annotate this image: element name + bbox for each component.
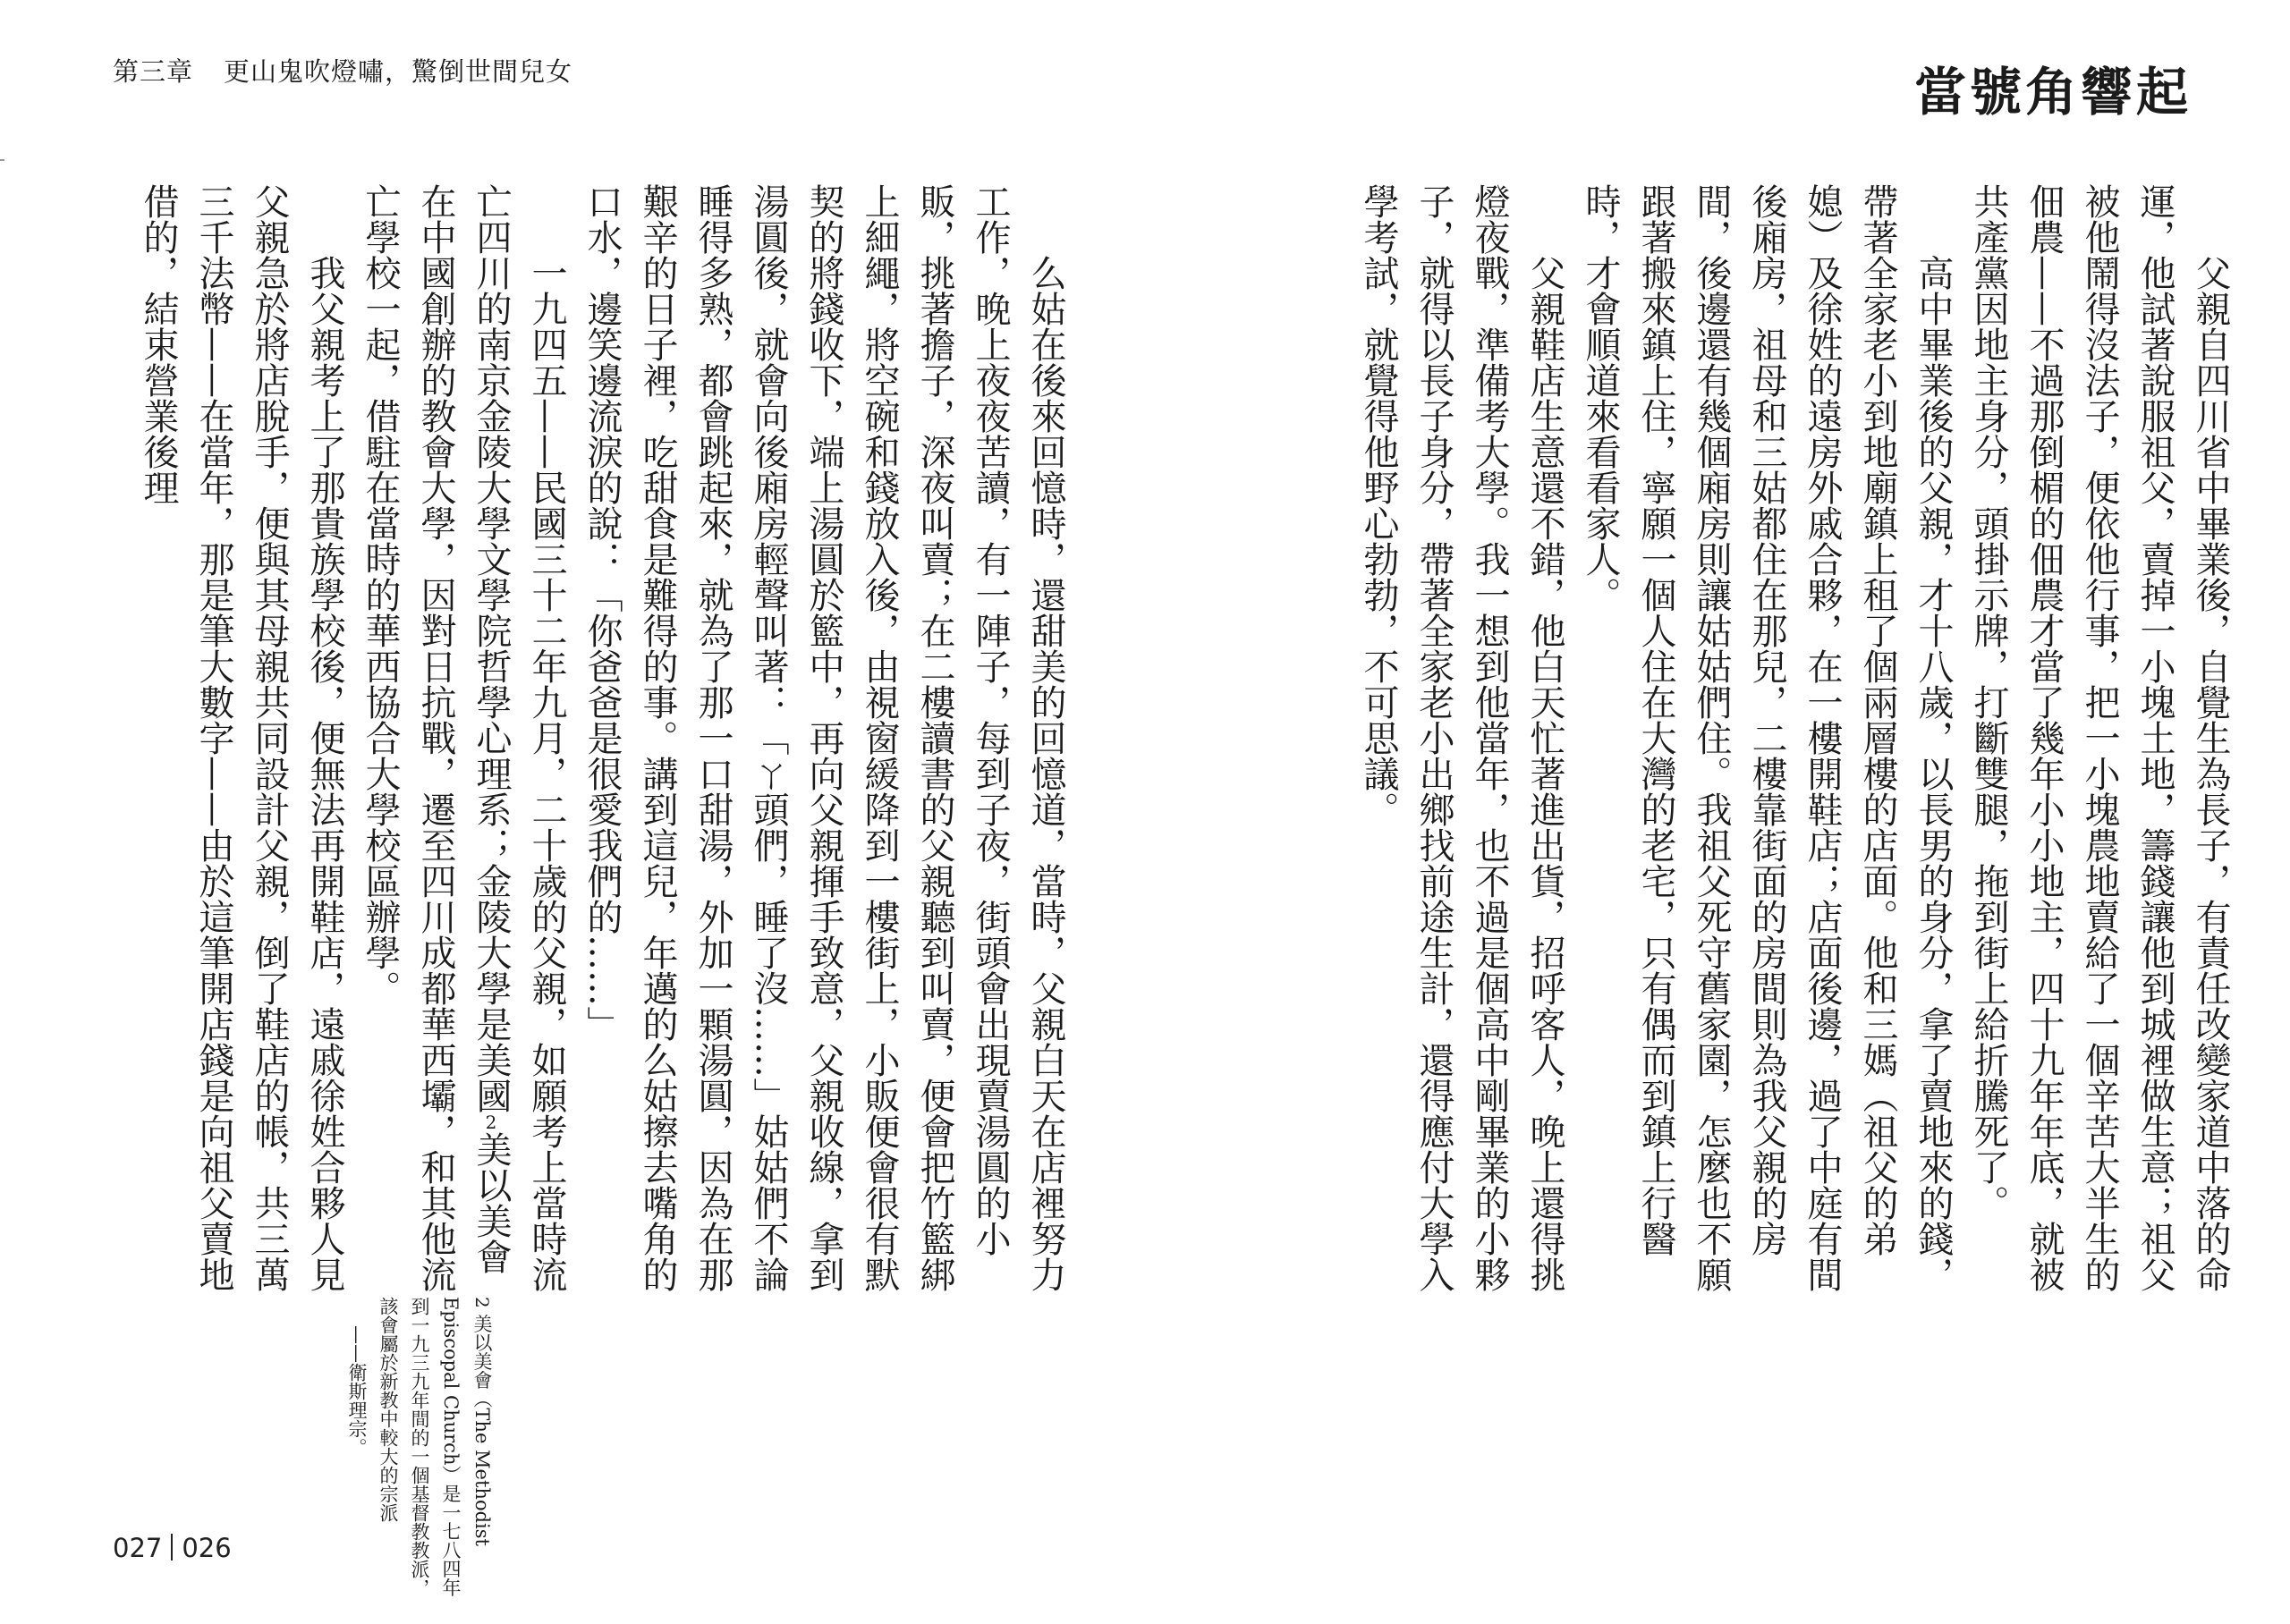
page-numbers xyxy=(113,1533,232,1563)
page-number-separator xyxy=(171,1534,173,1561)
left-paragraph-3: 我父親考上了那貴族學校後，便無法再開鞋店，遠戚徐姓合夥人見父親急於將店脫手，便與其母親共同設計父親，倒了鞋店的帳，共三萬三千法幣——在當年，那是筆大數字——由於這筆開店錢是向祖父賣地借的，結束營業後理 xyxy=(138,183,345,1292)
footnote-text: 美以美會（The Methodist Episcopal Church）是一七八四年到一九三九年間的一個基督教教派，該會屬於新教中較大的宗派 xyxy=(377,1297,493,1597)
chapter-title: 更山鬼吹燈嘯，驚倒世間兒女 xyxy=(224,56,573,87)
footnote-number: 2 xyxy=(471,1297,493,1308)
right-paragraph-1: 父親自四川省中畢業後，自覺生為長子，有責任改變家道中落的命運，他試著說服祖父，賣掉一小塊土地，籌錢讓他到城裡做生意；祖父被他鬧得沒法子，便依他行事，把一小塊農地賣給了一個辛苦大半生的佃農——不過那倒楣的佃農才當了幾年小小地主，四十九年年底，就被共產黨因地主身分，頭掛示牌，打斷雙腿，拖到街上給折騰死了。 xyxy=(1968,183,2231,1292)
left-paragraph-1: 么姑在後來回憶時，還甜美的回憶道，當時，父親白天在店裡努力工作，晚上夜夜苦讀，有一陣子，每到子夜，街頭會出現賣湯圓的小販，挑著擔子，深夜叫賣；在二樓讀書的父親聽到叫賣，便會把竹籃綁上細繩，將空碗和錢放入後，由視窗緩降到一樓街上，小販便會很有默契的將錢收下，端上湯圓於籃中，再向父親揮手致意，父親收線，拿到湯圓後，就會向後廂房輕聲叫著：「ㄚ頭們，睡了沒……」姑姑們不論睡得多熟，都會跳起來，就為了那一口甜湯，外加一顆湯圓，因為在那艱辛的日子裡，吃甜食是難得的事。講到這兒，年邁的么姑擦去嘴角的口水，邊笑邊流淚的說：「你爸爸是很愛我們的……」 xyxy=(581,183,1066,1292)
right-paragraph-3: 父親鞋店生意還不錯，他白天忙著進出貨，招呼客人，晚上還得挑燈夜戰，準備考大學。我一想到他當年，也不過是個高中剛畢業的小夥子，就得以長子身分，帶著全家老小出鄉找前途生計，還得應付大學入學考試，就覺得他野心勃勃，不可思議。 xyxy=(1358,183,1565,1292)
left-paragraph-2 xyxy=(352,183,574,1292)
page-number-right: 026 xyxy=(182,1533,232,1563)
chapter-header xyxy=(113,52,572,89)
margin-tick xyxy=(0,159,4,161)
right-paragraph-2: 高中畢業後的父親，才十八歲，以長男的身分，拿了賣地來的錢，帶著全家老小到地廟鎮上租了個兩層樓的店面。他和三媽（祖父的弟媳）及徐姓的遠房外戚合夥，在一樓開鞋店；店面後邊，過了中庭有間後廂房，祖母和三姑都住在那兒，二樓靠街面的房間則為我父親的房間，後邊還有幾個廂房則讓姑姑們住。我祖父死守舊家園，怎麼也不願跟著搬來鎮上住，寧願一個人住在大灣的老宅，只有偶而到鎮上行醫時，才會順道來看看家人。 xyxy=(1580,183,1954,1292)
footnote xyxy=(318,1297,497,1601)
book-title: 當號角響起 xyxy=(1913,62,2192,123)
left-paragraph-2-end: 美以美會在中國創辦的教會大學，因對日抗戰，遷至四川成都華西壩，和其他流亡學校一起，借駐在當時的華西協合大學校區辦學。 xyxy=(360,183,512,1292)
page-number-left: 027 xyxy=(113,1533,163,1563)
chapter-label: 第三章 xyxy=(113,56,194,87)
left-page-text xyxy=(138,183,1073,1292)
left-paragraph-2-start: 一九四五——民國三十二年九月，二十歲的父親，如願考上當時流亡四川的南京金陵大學文學院哲學心理系；金陵大學是美國 xyxy=(471,183,567,1292)
right-page-text xyxy=(1281,183,2238,1292)
footnote-signature: ——衛斯理宗。 xyxy=(346,1325,368,1457)
footnote-marker: 2 xyxy=(485,1113,497,1131)
